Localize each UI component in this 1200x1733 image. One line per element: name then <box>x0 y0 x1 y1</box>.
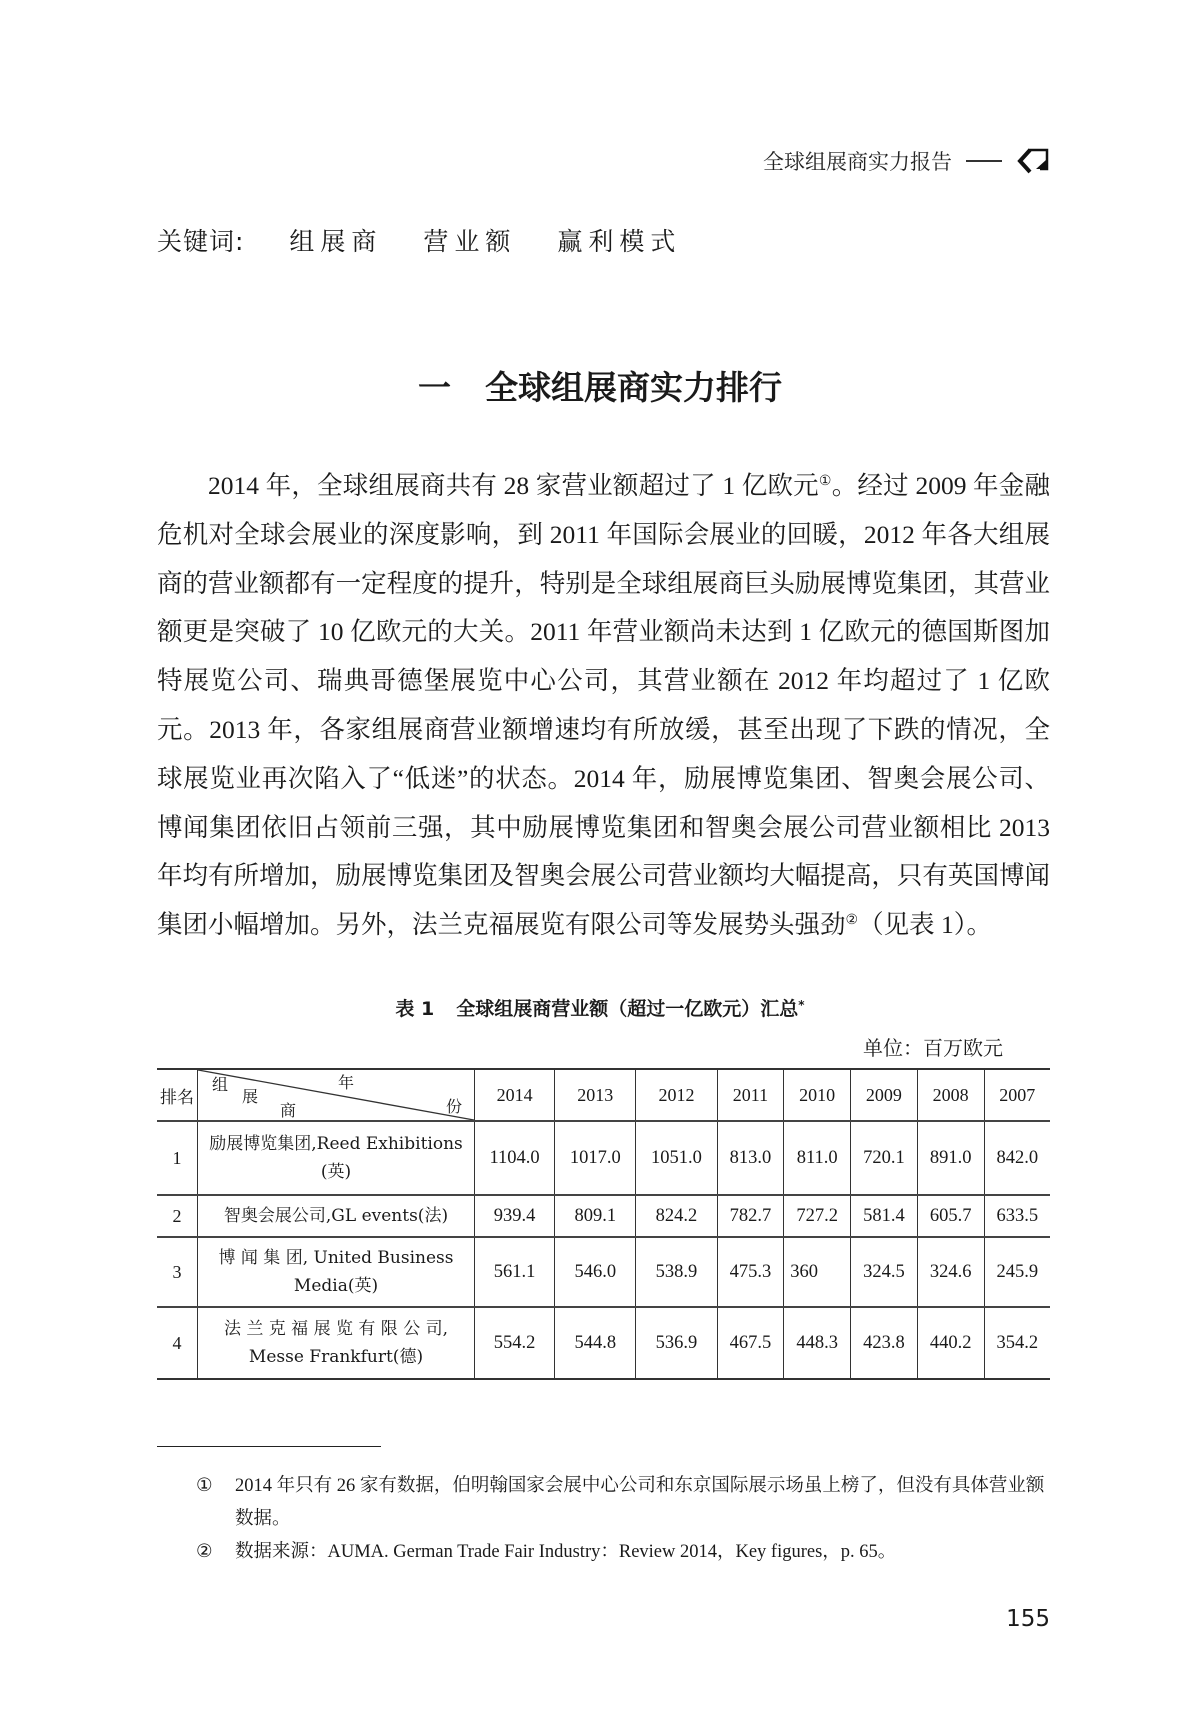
footnote-text: 数据来源：AUMA. German Trade Fair Industry：Review 2014，Key figures，p. 65。 <box>235 1542 897 1562</box>
cell-organizer: 智奥会展公司,GL events(法) <box>198 1195 475 1237</box>
cell-value: 324.5 <box>851 1237 918 1307</box>
cell-value: 939.4 <box>475 1195 555 1237</box>
running-head-dash <box>966 160 1002 162</box>
cell-value: 561.1 <box>475 1237 555 1307</box>
header-year: 2010 <box>784 1069 851 1121</box>
cell-value: 720.1 <box>851 1121 918 1195</box>
cell-value: 1017.0 <box>555 1121 636 1195</box>
cell-value: 811.0 <box>784 1121 851 1195</box>
header-diagonal <box>198 1069 475 1121</box>
cell-rank: 4 <box>157 1307 198 1379</box>
table-number: 表 1 <box>395 998 435 1020</box>
cell-value: 324.6 <box>917 1237 984 1307</box>
header-year: 2007 <box>984 1069 1050 1121</box>
section-title: 全球组展商实力排行 <box>485 368 782 407</box>
header-year: 2009 <box>851 1069 918 1121</box>
cell-value: 1104.0 <box>475 1121 555 1195</box>
footnote-ref-2[interactable]: ② <box>845 913 859 929</box>
footnote-ref-1[interactable]: ① <box>818 474 832 489</box>
diag-org-1: 组 <box>212 1075 229 1094</box>
cell-value: 423.8 <box>851 1307 918 1379</box>
cell-value: 354.2 <box>984 1307 1050 1379</box>
cell-value: 633.5 <box>984 1195 1050 1237</box>
cell-organizer: 励展博览集团,Reed Exhibitions (英) <box>198 1121 475 1195</box>
cell-value: 546.0 <box>555 1237 636 1307</box>
cell-rank: 1 <box>157 1121 198 1195</box>
header-year: 2012 <box>636 1069 717 1121</box>
caption-mark: * <box>798 998 805 1012</box>
running-head <box>763 146 1050 176</box>
cell-value: 824.2 <box>636 1195 717 1237</box>
paragraph-text: （见表 1）。 <box>858 910 992 940</box>
table-header-row <box>157 1069 1050 1121</box>
cell-value: 727.2 <box>784 1195 851 1237</box>
revenue-table <box>157 1068 1050 1380</box>
cell-value: 544.8 <box>555 1307 636 1379</box>
page-number: 155 <box>1006 1606 1050 1632</box>
cell-value: 475.3 <box>717 1237 784 1307</box>
table-row <box>157 1195 1050 1237</box>
header-rank: 排名 <box>157 1069 198 1121</box>
table-unit: 单位：百万欧元 <box>863 1036 1003 1060</box>
keywords-line <box>157 222 713 258</box>
cell-value: 448.3 <box>784 1307 851 1379</box>
keywords-label: 关键词: <box>157 227 245 256</box>
cell-value: 554.2 <box>475 1307 555 1379</box>
table-row <box>157 1307 1050 1379</box>
keyword-item: 赢利模式 <box>557 227 682 256</box>
cell-value: 536.9 <box>636 1307 717 1379</box>
cell-value: 245.9 <box>984 1237 1050 1307</box>
section-number: 一 <box>418 368 451 407</box>
diag-org-3: 商 <box>280 1101 297 1120</box>
diag-org-2: 展 <box>242 1087 259 1106</box>
running-head-title: 全球组展商实力报告 <box>763 150 952 174</box>
cell-value: 538.9 <box>636 1237 717 1307</box>
table-caption-text: 全球组展商营业额（超过一亿欧元）汇总 <box>456 998 799 1020</box>
cell-value: 440.2 <box>917 1307 984 1379</box>
cell-value: 360 <box>784 1237 851 1307</box>
cell-organizer: 博 闻 集 团, United Business Media(英) <box>198 1237 475 1307</box>
table-caption <box>0 994 1200 1021</box>
diag-year-2: 份 <box>446 1097 463 1116</box>
footnote-text: 2014 年只有 26 家有数据，伯明翰国家会展中心公司和东京国际展示场虽上榜了，但没有具体营业额数据。 <box>235 1476 1045 1529</box>
header-year: 2014 <box>475 1069 555 1121</box>
header-year: 2011 <box>717 1069 784 1121</box>
table-row <box>157 1121 1050 1195</box>
cell-value: 581.4 <box>851 1195 918 1237</box>
cell-rank: 3 <box>157 1237 198 1307</box>
paragraph-text: 2014 年，全球组展商共有 28 家营业额超过了 1 亿欧元 <box>208 471 819 500</box>
table-row <box>157 1237 1050 1307</box>
keyword-item: 营业额 <box>423 227 517 256</box>
cell-value: 605.7 <box>917 1195 984 1237</box>
section-heading <box>0 362 1200 409</box>
cell-value: 842.0 <box>984 1121 1050 1195</box>
cell-value: 782.7 <box>717 1195 784 1237</box>
footnote-2 <box>197 1536 1050 1569</box>
cell-value: 467.5 <box>717 1307 784 1379</box>
cell-organizer: 法 兰 克 福 展 览 有 限 公 司, Messe Frankfurt(德) <box>198 1307 475 1379</box>
footnote-mark: ① <box>196 1476 213 1496</box>
keyword-item: 组展商 <box>289 227 383 256</box>
body-paragraph <box>157 462 1050 950</box>
header-year: 2008 <box>917 1069 984 1121</box>
cell-rank: 2 <box>157 1195 198 1237</box>
cell-value: 891.0 <box>917 1121 984 1195</box>
header-year: 2013 <box>555 1069 636 1121</box>
footnote-1 <box>197 1470 1050 1536</box>
chapter-arrow-icon <box>1016 147 1050 175</box>
paragraph-text: 。经过 2009 年金融危机对全球会展业的深度影响，到 2011 年国际会展业的回暖，2012 年各大组展商的营业额都有一定程度的提升，特别是全球组展商巨头励展博览集团，其营业额更是突破了 10 亿欧元的大关。2011 年营业额尚未达到 1 亿欧元的德国斯图加特展览公司、瑞典哥德堡展览中心公司，其营业额在 2012 年均超过了 1 亿欧元。2013 年，各家组展商营业额增速均有所放缓，甚至出现了下跌的情况，全球展览业再次陷入了“低迷”的状态。2014 年，励展博览集团、智奥会展公司、博闻集团依旧占领前三强，其中励展博览集团和智奥会展公司营业额相比 2013 年均有所增加，励展博览集团及智奥会展公司营业额均大幅提高，只有英国博闻集团小幅增加。另外，法兰克福展览有限公司等发展势头强劲 <box>157 471 1050 940</box>
cell-value: 813.0 <box>717 1121 784 1195</box>
footnote-divider <box>157 1446 381 1447</box>
footnote-mark: ② <box>196 1542 213 1562</box>
cell-value: 809.1 <box>555 1195 636 1237</box>
cell-value: 1051.0 <box>636 1121 717 1195</box>
diag-year-1: 年 <box>338 1073 355 1092</box>
